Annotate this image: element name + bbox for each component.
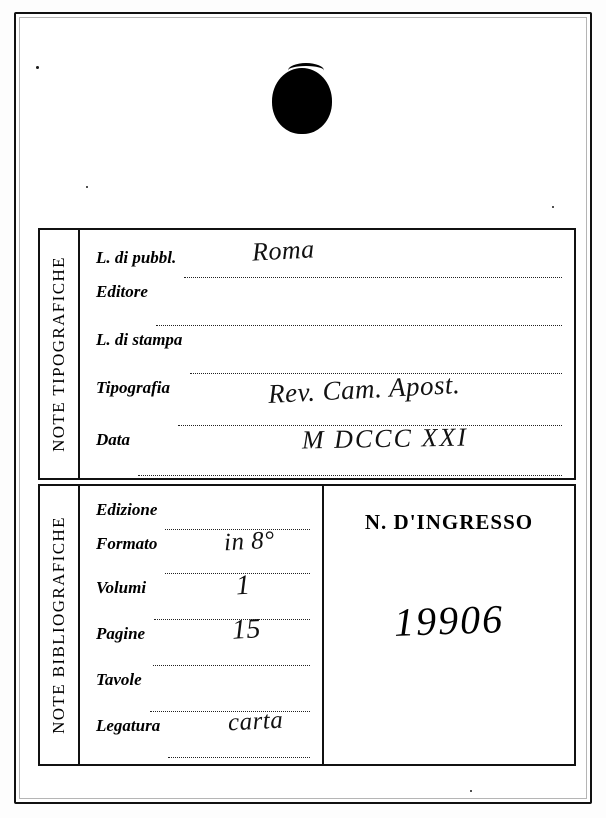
field-handwritten-value: Roma [251,234,316,267]
punch-hole-icon [272,68,332,134]
field-row-tipografia [80,368,574,430]
field-dotted-line [156,324,562,326]
field-row-pagine [80,613,322,670]
scan-speck [470,790,472,792]
note-tipografiche-rows [80,230,574,478]
section-label-note-tipografiche [40,230,80,478]
field-row-formato [80,526,322,578]
field-row-l-di-pubbl [80,230,574,282]
field-dotted-line [138,474,562,476]
field-handwritten-value: 1 [235,569,252,602]
scan-speck [552,206,554,208]
numero-ingresso-title: N. D'INGRESSO [364,510,534,534]
field-label: L. di pubbl. [96,248,177,267]
section-note-bibliografiche [38,484,576,766]
field-dotted-line [153,664,310,666]
field-handwritten-value: in 8° [223,526,276,557]
field-handwritten-value: carta [227,706,284,737]
field-handwritten-value: 15 [231,613,262,646]
field-label: Data [96,430,130,449]
field-row-l-di-stampa [80,330,574,378]
section-label-text: NOTE BIBLIOGRAFICHE [49,516,68,734]
numero-ingresso-value: 19906 [393,596,505,645]
field-label: Volumi [96,578,147,597]
section-note-tipografiche [38,228,576,480]
field-label: Edizione [96,500,158,519]
field-row-tavole [80,670,322,716]
field-row-edizione [80,486,322,534]
field-row-legatura [80,706,322,762]
field-row-volumi [80,569,322,624]
field-row-data [80,422,574,480]
section-label-text: NOTE TIPOGRAFICHE [49,256,69,452]
note-bibliografiche-rows [80,486,322,764]
field-handwritten-value: M DCCC XXI [301,422,469,455]
field-label: Editore [96,282,148,301]
field-label: Formato [96,534,158,553]
field-row-editore [80,282,574,330]
scan-speck [36,66,39,69]
field-dotted-line [168,756,310,758]
field-dotted-line [184,276,562,278]
scan-speck [86,186,88,188]
field-label: Tipografia [96,378,170,397]
field-label: Legatura [96,716,161,735]
field-label: Tavole [96,670,142,689]
field-handwritten-value: Rev. Cam. Apost. [267,368,461,410]
field-label: Pagine [96,624,146,643]
field-label: L. di stampa [96,330,183,349]
numero-ingresso-cell [322,486,574,764]
section-label-note-bibliografiche [40,486,80,764]
